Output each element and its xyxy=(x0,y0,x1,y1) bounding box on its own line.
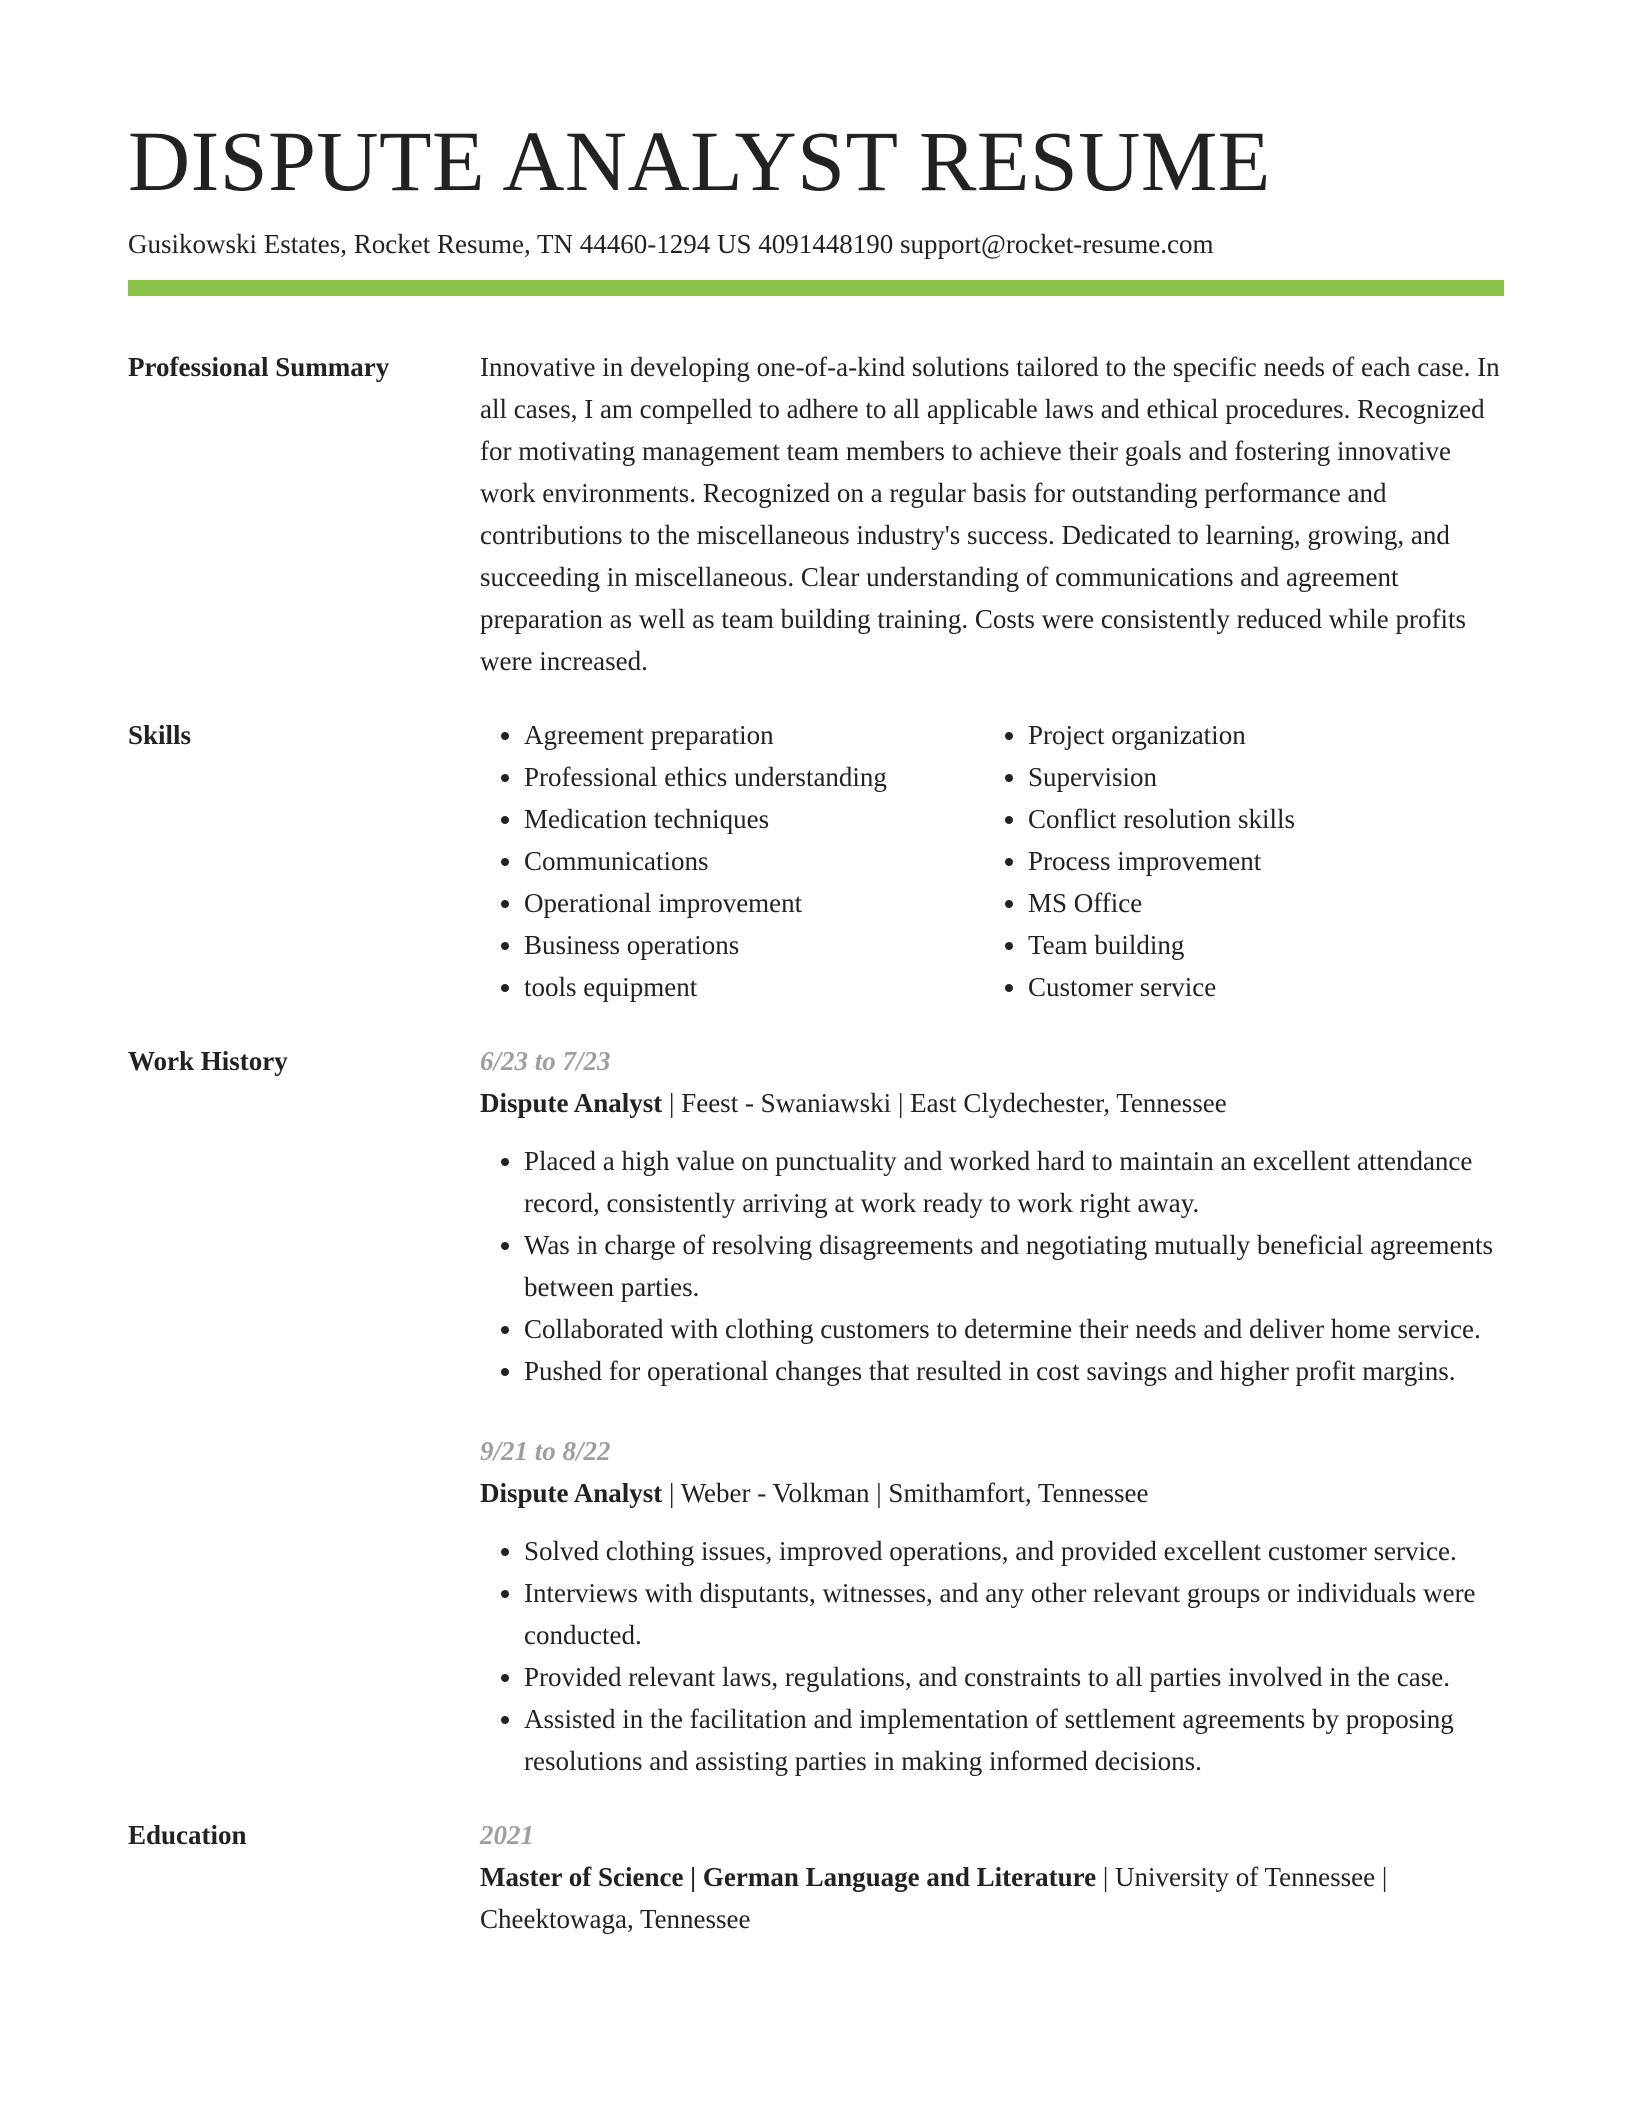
skills-list-left xyxy=(480,714,984,1008)
section-label-summary: Professional Summary xyxy=(128,352,390,383)
accent-divider xyxy=(128,280,1504,296)
section-label-work: Work History xyxy=(128,1046,288,1077)
skill-item: • tools equipment xyxy=(524,966,984,1008)
job-company: Feest - Swaniawski xyxy=(681,1088,892,1119)
job-bullet: • Assisted in the facilitation and implementation of settlement agreements by proposing resolutions and assisting parties in making informed decisions. xyxy=(524,1698,1504,1782)
skills-section xyxy=(128,714,1504,1008)
separator: | xyxy=(662,1478,681,1509)
job-title: Dispute Analyst xyxy=(480,1088,663,1119)
skill-item: • Customer service xyxy=(1028,966,1488,1008)
job-title: Dispute Analyst xyxy=(480,1478,663,1509)
job-company: Weber - Volkman xyxy=(680,1478,870,1509)
section-label-education: Education xyxy=(128,1820,247,1851)
summary-body xyxy=(480,346,1504,682)
job-dates: 9/21 to 8/22 xyxy=(480,1436,611,1467)
job-bullet: • Placed a high value on punctuality and worked hard to maintain an excellent attendance record, consistently arriving at work ready to work right away. xyxy=(524,1140,1504,1224)
job-entry xyxy=(480,1430,1504,1782)
skill-item: • Process improvement xyxy=(1028,840,1488,882)
skill-item: • Project organization xyxy=(1028,714,1488,756)
education-year: 2021 xyxy=(480,1820,534,1851)
job-bullet: • Interviews with disputants, witnesses, and any other relevant groups or individuals were conducted. xyxy=(524,1572,1504,1656)
separator: | xyxy=(662,1088,682,1119)
job-location: East Clydechester, Tennessee xyxy=(910,1088,1227,1119)
job-entry xyxy=(480,1040,1504,1392)
contact-line: Gusikowski Estates, Rocket Resume, TN 44460-1294 US 4091448190 support@rocket-resume.com xyxy=(128,229,1214,259)
education-school: University of Tennessee xyxy=(1115,1862,1376,1893)
skill-item: • Conflict resolution skills xyxy=(1028,798,1488,840)
separator: | xyxy=(891,1088,911,1119)
education-degree: Master of Science | German Language and Literature xyxy=(480,1862,1097,1893)
summary-text: Innovative in developing one-of-a-kind solutions tailored to the specific needs of each case. In all cases, I am compelled to adhere to all applicable laws and ethical procedures. Recognized for motivating management team members to achieve their goals and fostering innovative work environments. Recognized on a regular basis for outstanding performance and contributions to the miscellaneous industry's success. Dedicated to learning, growing, and succeeding in miscellaneous. Clear understanding of communications and agreement preparation as well as team building training. Costs were consistently reduced while profits were increased. xyxy=(480,352,1500,677)
section-label-skills: Skills xyxy=(128,720,192,751)
work-history-section xyxy=(128,1040,1504,1782)
resume-page xyxy=(128,113,1504,1940)
skill-item: • Communications xyxy=(524,840,984,882)
job-dates: 6/23 to 7/23 xyxy=(480,1046,611,1077)
page-title: DISPUTE ANALYST RESUME xyxy=(128,113,1271,209)
job-bullets xyxy=(480,1530,1504,1782)
skill-item: • Medication techniques xyxy=(524,798,984,840)
job-bullet: • Collaborated with clothing customers to determine their needs and deliver home service. xyxy=(524,1308,1504,1350)
education-section xyxy=(128,1814,1504,1940)
job-bullet: • Provided relevant laws, regulations, and constraints to all parties involved in the case. xyxy=(524,1656,1504,1698)
job-heading xyxy=(480,1082,1504,1124)
skill-item: • Professional ethics understanding xyxy=(524,756,984,798)
job-bullet: • Solved clothing issues, improved operations, and provided excellent customer service. xyxy=(524,1530,1504,1572)
work-history-body xyxy=(480,1040,1504,1782)
separator: | xyxy=(1096,1862,1116,1893)
education-location: Cheektowaga, Tennessee xyxy=(480,1904,751,1935)
job-location: Smithamfort, Tennessee xyxy=(888,1478,1149,1509)
education-heading xyxy=(480,1856,1504,1940)
skill-item: • MS Office xyxy=(1028,882,1488,924)
job-bullet: • Pushed for operational changes that resulted in cost savings and higher profit margins. xyxy=(524,1350,1504,1392)
job-heading xyxy=(480,1472,1504,1514)
skills-columns xyxy=(480,714,1504,1008)
job-bullets xyxy=(480,1140,1504,1392)
skill-item: • Operational improvement xyxy=(524,882,984,924)
skill-item: • Business operations xyxy=(524,924,984,966)
summary-section xyxy=(128,346,1504,682)
separator: | xyxy=(1375,1862,1388,1893)
job-bullet: • Was in charge of resolving disagreements and negotiating mutually beneficial agreements between parties. xyxy=(524,1224,1504,1308)
skill-item: • Team building xyxy=(1028,924,1488,966)
skill-item: • Agreement preparation xyxy=(524,714,984,756)
education-body xyxy=(480,1814,1504,1940)
skill-item: • Supervision xyxy=(1028,756,1488,798)
separator: | xyxy=(869,1478,889,1509)
skills-list-right xyxy=(984,714,1488,1008)
